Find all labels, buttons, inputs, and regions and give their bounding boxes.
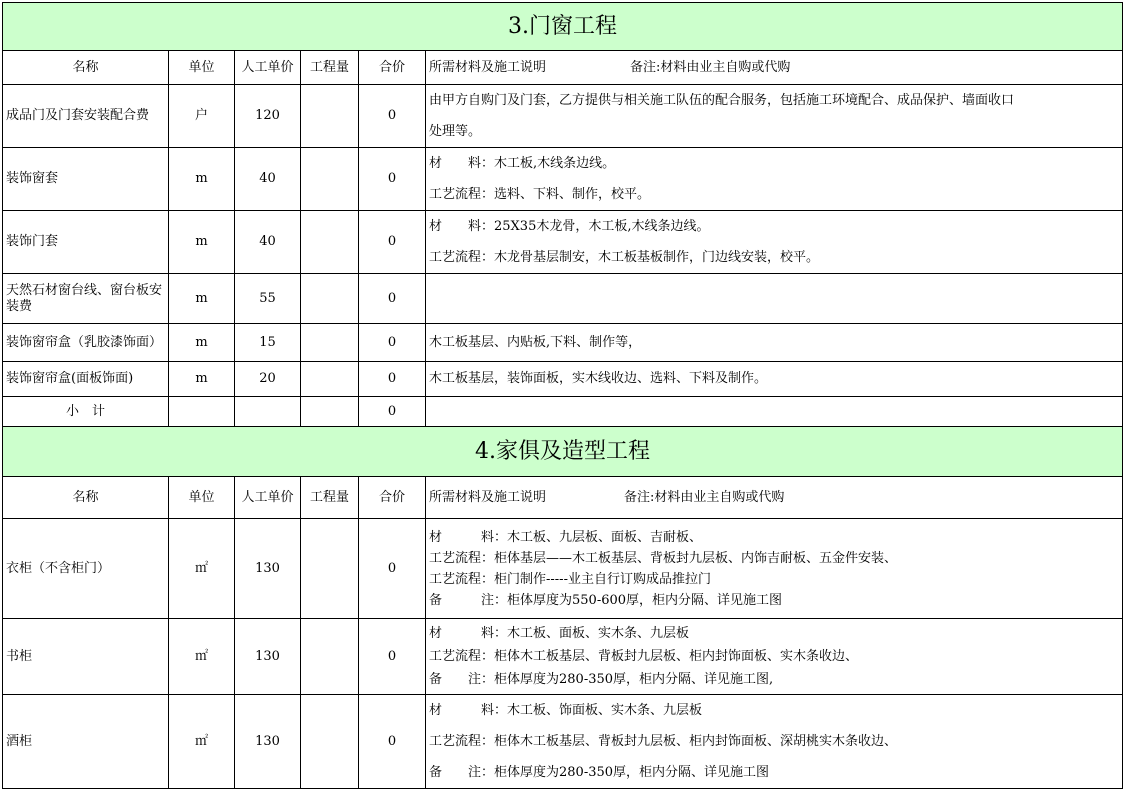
description-line: 工艺流程：柜门制作-----业主自行订购成品推拉门 bbox=[429, 571, 711, 587]
table-row bbox=[3, 695, 1123, 789]
item-unit-price: 120 bbox=[235, 85, 301, 148]
subtotal-label: 小 计 bbox=[3, 397, 169, 427]
item-description bbox=[426, 519, 1123, 619]
subtotal-row bbox=[3, 397, 1123, 427]
item-description bbox=[426, 619, 1123, 695]
item-name: 装饰窗套 bbox=[3, 148, 169, 211]
item-unit: m bbox=[169, 211, 235, 274]
item-quantity bbox=[301, 324, 359, 362]
description-line: 材 料：木工板、饰面板、实木条、九层板 bbox=[429, 703, 703, 718]
table-row bbox=[3, 211, 1123, 274]
item-total: 0 bbox=[359, 324, 426, 362]
item-description bbox=[426, 211, 1123, 274]
item-quantity bbox=[301, 211, 359, 274]
item-name: 装饰门套 bbox=[3, 211, 169, 274]
section-4-body bbox=[3, 519, 1123, 789]
header-quantity: 工程量 bbox=[301, 51, 359, 85]
header-quantity: 工程量 bbox=[301, 477, 359, 519]
item-unit-price: 15 bbox=[235, 324, 301, 362]
description-line: 工艺流程：柜体木工板基层、背板封九层板、柜内封饰面板、深胡桃实木条收边、 bbox=[429, 734, 898, 749]
item-quantity bbox=[301, 148, 359, 211]
header-note: 备注:材料由业主自购或代购 bbox=[624, 489, 785, 505]
description-line: 处理等。 bbox=[429, 124, 482, 139]
item-unit-price: 40 bbox=[235, 148, 301, 211]
item-total: 0 bbox=[359, 211, 426, 274]
header-total: 合价 bbox=[359, 477, 426, 519]
subtotal-desc-cell bbox=[426, 397, 1123, 427]
item-quantity bbox=[301, 695, 359, 789]
quote-table bbox=[2, 2, 1123, 789]
item-name: 酒柜 bbox=[3, 695, 169, 789]
item-total: 0 bbox=[359, 519, 426, 619]
section-3-title-row bbox=[3, 3, 1123, 51]
item-description bbox=[426, 274, 1123, 324]
header-total: 合价 bbox=[359, 51, 426, 85]
item-name: 书柜 bbox=[3, 619, 169, 695]
item-description bbox=[426, 324, 1123, 362]
description-line: 备 注：柜体厚度为550-600厚，柜内分隔、详见施工图 bbox=[429, 592, 783, 608]
table-row bbox=[3, 148, 1123, 211]
item-total: 0 bbox=[359, 85, 426, 148]
item-description bbox=[426, 85, 1123, 148]
item-name: 装饰窗帘盒(面板饰面) bbox=[3, 362, 169, 397]
header-desc bbox=[426, 477, 1123, 519]
item-unit-price: 55 bbox=[235, 274, 301, 324]
header-unit-price: 人工单价 bbox=[235, 477, 301, 519]
item-total: 0 bbox=[359, 274, 426, 324]
item-unit: m bbox=[169, 274, 235, 324]
item-name: 衣柜（不含柜门） bbox=[3, 519, 169, 619]
table-row bbox=[3, 85, 1123, 148]
item-unit: 户 bbox=[169, 85, 235, 148]
header-unit: 单位 bbox=[169, 477, 235, 519]
table-row bbox=[3, 362, 1123, 397]
item-quantity bbox=[301, 362, 359, 397]
item-description bbox=[426, 148, 1123, 211]
item-quantity bbox=[301, 619, 359, 695]
item-unit-price: 130 bbox=[235, 619, 301, 695]
item-total: 0 bbox=[359, 695, 426, 789]
header-name: 名称 bbox=[3, 51, 169, 85]
item-unit: ㎡ bbox=[169, 519, 235, 619]
description-line: 材 料：25X35木龙骨，木工板,木线条边线。 bbox=[429, 219, 710, 234]
description-line: 木工板基层，装饰面板，实木线收边、选料、下料及制作。 bbox=[429, 371, 768, 386]
description-line: 备 注：柜体厚度为280-350厚，柜内分隔、详见施工图, bbox=[429, 672, 774, 687]
item-unit-price: 40 bbox=[235, 211, 301, 274]
table-row bbox=[3, 519, 1123, 619]
item-unit-price: 130 bbox=[235, 519, 301, 619]
section-3-body bbox=[3, 85, 1123, 397]
subtotal-qty-cell bbox=[301, 397, 359, 427]
item-unit-price: 20 bbox=[235, 362, 301, 397]
item-name: 成品门及门套安装配合费 bbox=[3, 85, 169, 148]
section-4-title-row bbox=[3, 427, 1123, 477]
item-description bbox=[426, 362, 1123, 397]
header-desc bbox=[426, 51, 1123, 85]
header-desc-text: 所需材料及施工说明 bbox=[429, 59, 547, 75]
description-line: 工艺流程：选料、下料、制作，校平。 bbox=[429, 187, 651, 202]
item-total: 0 bbox=[359, 148, 426, 211]
subtotal-unit-cell bbox=[169, 397, 235, 427]
item-name: 天然石材窗台线、窗台板安装费 bbox=[3, 274, 169, 324]
item-unit: m bbox=[169, 148, 235, 211]
description-line: 备 注：柜体厚度为280-350厚，柜内分隔、详见施工图 bbox=[429, 765, 770, 780]
header-name: 名称 bbox=[3, 477, 169, 519]
subtotal-price-cell bbox=[235, 397, 301, 427]
item-total: 0 bbox=[359, 619, 426, 695]
item-description bbox=[426, 695, 1123, 789]
section-3-title: 3.门窗工程 bbox=[3, 3, 1123, 51]
table-row bbox=[3, 274, 1123, 324]
header-unit: 单位 bbox=[169, 51, 235, 85]
description-line: 工艺流程：木龙骨基层制安，木工板基板制作，门边线安装，校平。 bbox=[429, 250, 820, 265]
section-4-title: 4.家俱及造型工程 bbox=[3, 427, 1123, 477]
table-row bbox=[3, 619, 1123, 695]
description-line: 工艺流程：柜体基层——木工板基层、背板封九层板、内饰吉耐板、五金件安装、 bbox=[429, 550, 898, 566]
item-quantity bbox=[301, 274, 359, 324]
item-quantity bbox=[301, 519, 359, 619]
description-line: 由甲方自购门及门套，乙方提供与相关施工队伍的配合服务，包括施工环境配合、成品保护、墙面收口 bbox=[429, 93, 1015, 108]
header-desc-text: 所需材料及施工说明 bbox=[429, 489, 547, 505]
item-quantity bbox=[301, 85, 359, 148]
description-line: 材 料：木工板、面板、实木条、九层板 bbox=[429, 626, 690, 641]
table-row bbox=[3, 324, 1123, 362]
item-unit: ㎡ bbox=[169, 695, 235, 789]
header-unit-price: 人工单价 bbox=[235, 51, 301, 85]
section-4-header-row bbox=[3, 477, 1123, 519]
description-line: 木工板基层、内贴板,下料、制作等， bbox=[429, 334, 642, 350]
item-name: 装饰窗帘盒（乳胶漆饰面） bbox=[3, 324, 169, 362]
header-note: 备注:材料由业主自购或代购 bbox=[630, 59, 791, 75]
section-3-header-row bbox=[3, 51, 1123, 85]
item-unit: m bbox=[169, 324, 235, 362]
description-line: 材 料：木工板、九层板、面板、吉耐板、 bbox=[429, 529, 703, 545]
item-total: 0 bbox=[359, 362, 426, 397]
item-unit: m bbox=[169, 362, 235, 397]
item-unit: ㎡ bbox=[169, 619, 235, 695]
subtotal-value: 0 bbox=[359, 397, 426, 427]
item-unit-price: 130 bbox=[235, 695, 301, 789]
description-line: 材 料：木工板,木线条边线。 bbox=[429, 156, 616, 171]
description-line: 工艺流程：柜体木工板基层、背板封九层板、柜内封饰面板、实木条收边、 bbox=[429, 649, 859, 664]
